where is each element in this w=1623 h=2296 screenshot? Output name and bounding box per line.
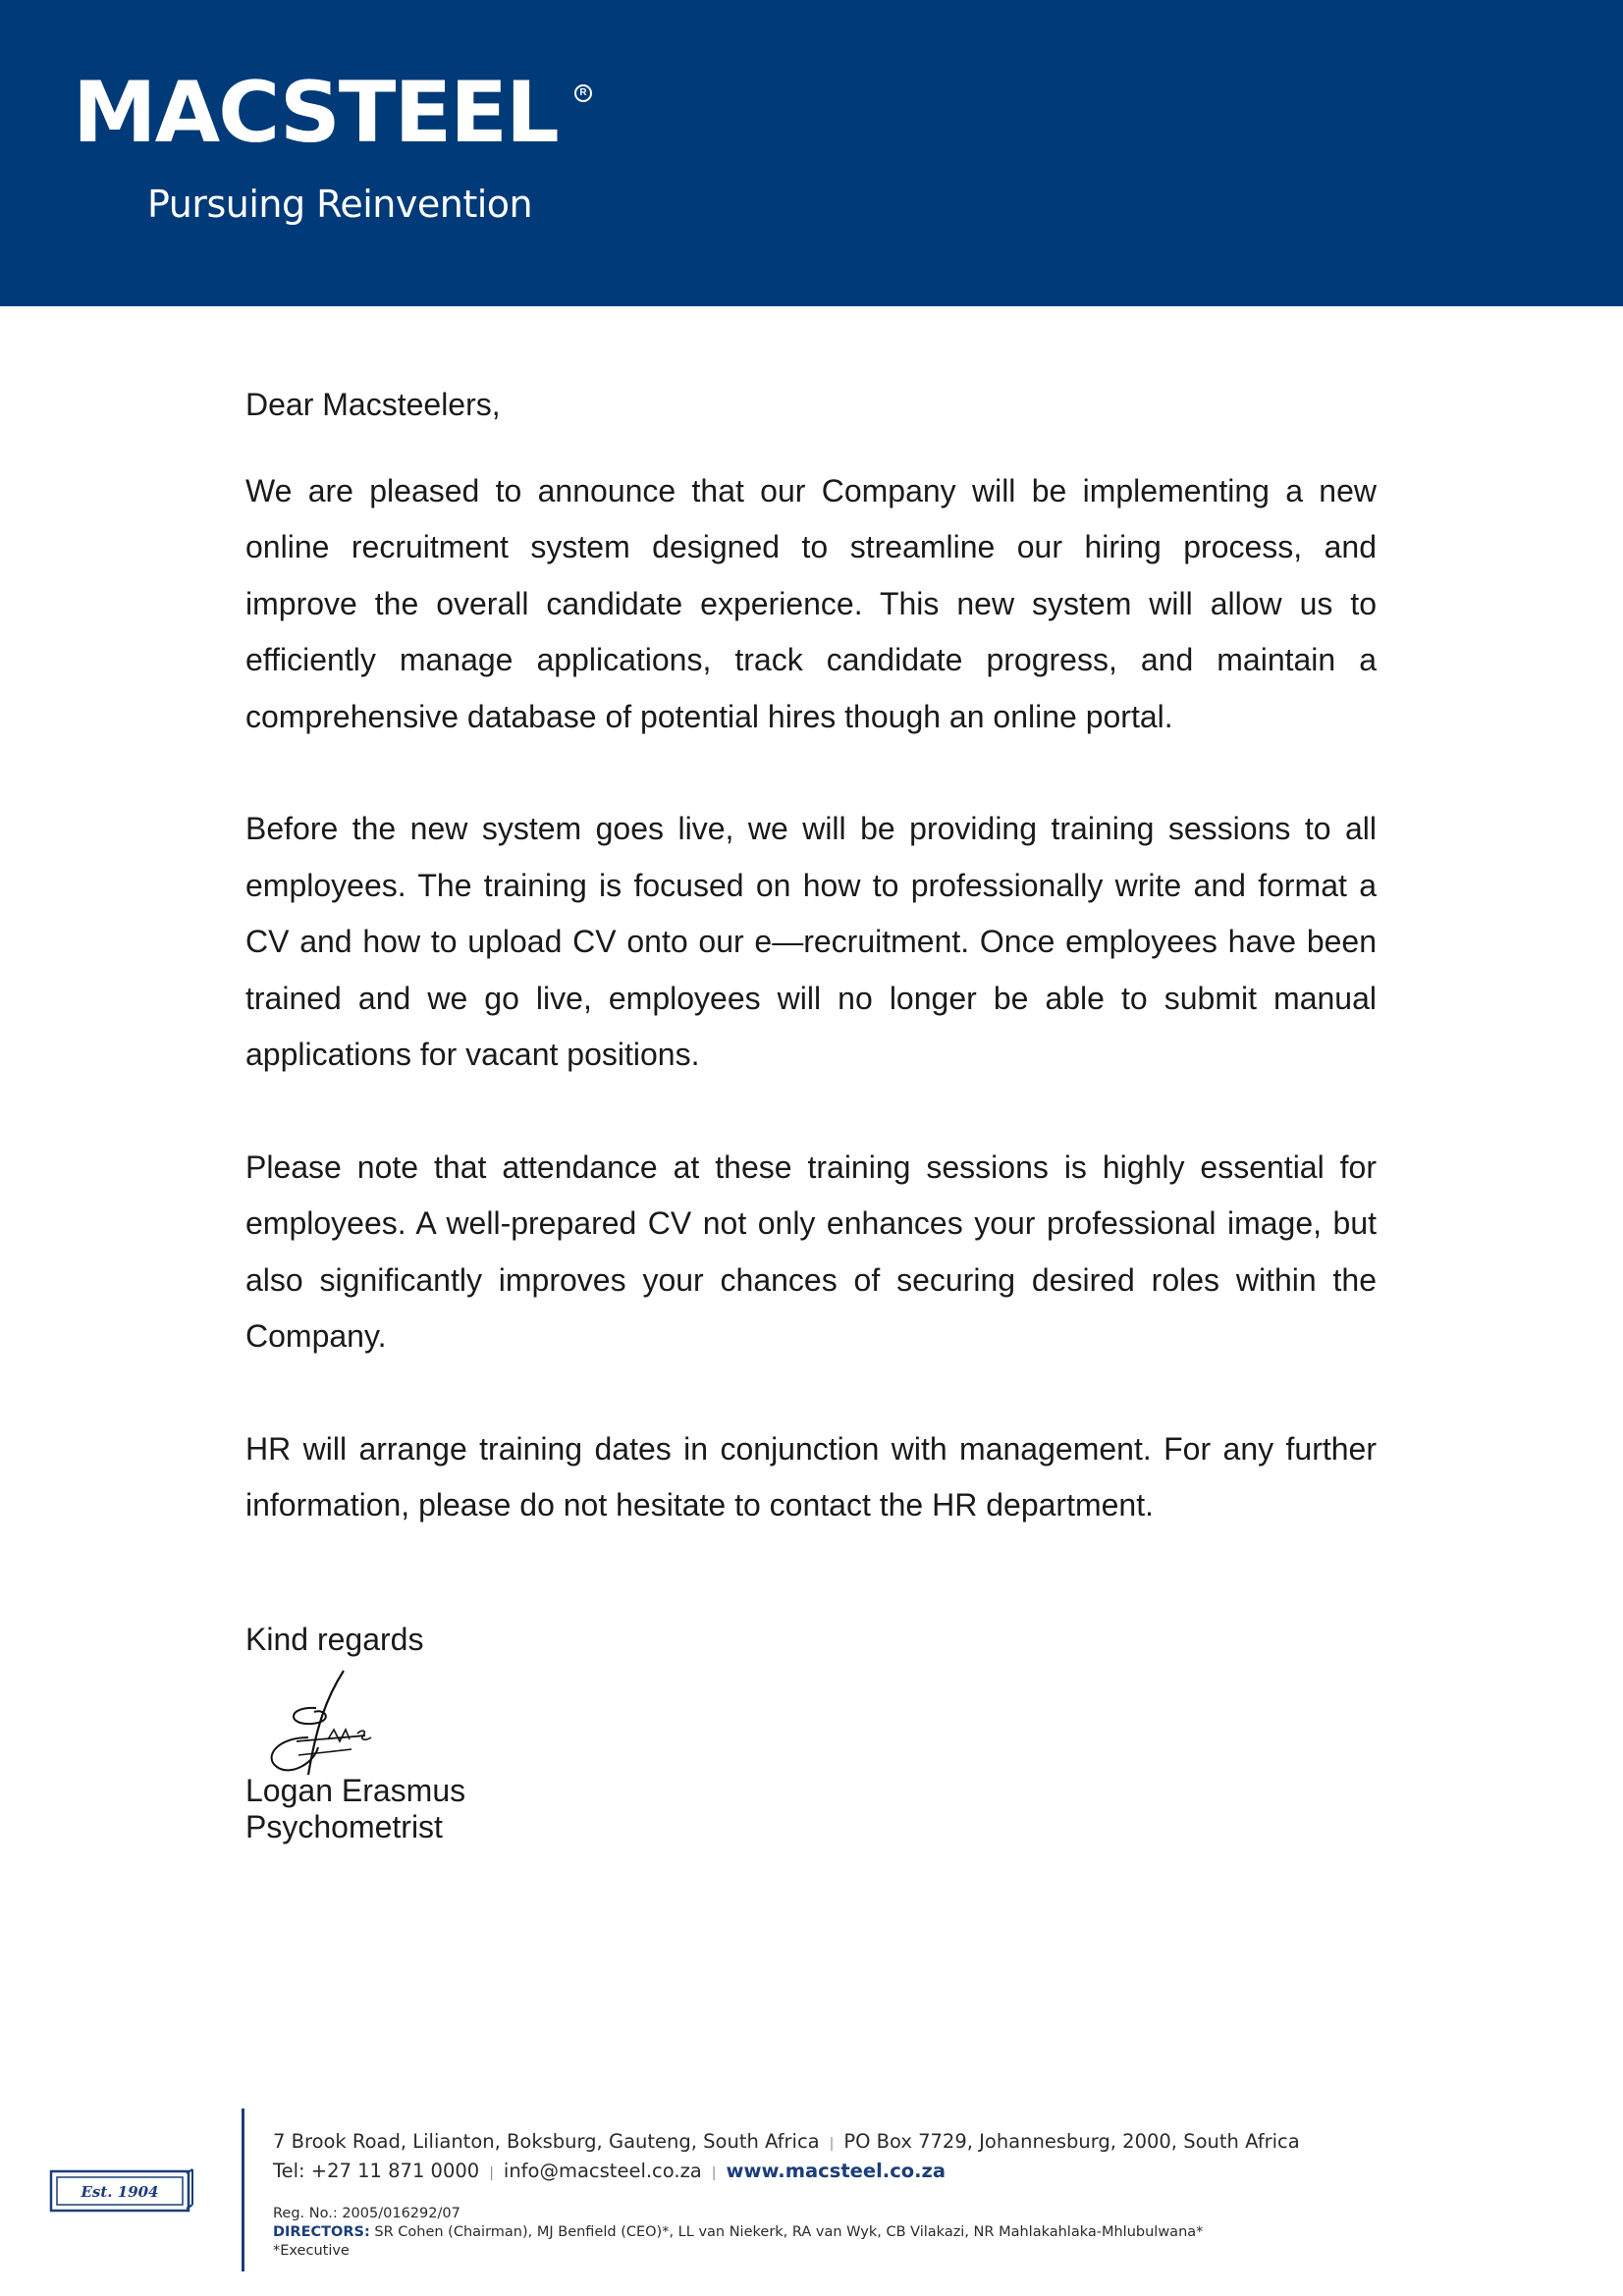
company-tagline: Pursuing Reinvention bbox=[147, 183, 533, 226]
est-1904-seal bbox=[49, 2167, 194, 2215]
letter-paragraph: Please note that attendance at these training sessions is highly essential for employees. A well-prepared CV not only enhances your professional image, but also significantly improves your chances of securing desired roles within the Company. bbox=[245, 1148, 1377, 1354]
separator-icon: | bbox=[711, 2165, 717, 2181]
footer-reg-no: Reg. No.: 2005/016292/07 bbox=[273, 2206, 460, 2221]
footer-email[interactable]: info@macsteel.co.za bbox=[503, 2160, 702, 2182]
letter-paragraph: HR will arrange training dates in conjunction with management. For any further information, please do not hesitate to contact the HR department. bbox=[245, 1430, 1377, 1522]
footer-divider bbox=[242, 2109, 244, 2271]
footer-address: 7 Brook Road, Lilianton, Boksburg, Gauteng, South Africa bbox=[273, 2130, 820, 2153]
footer-directors: SR Cohen (Chairman), MJ Benfield (CEO)*, LL van Niekerk, RA van Wyk, CB Vilakazi, NR Mahlakahlaka-Mhlubulwana* bbox=[374, 2224, 1204, 2240]
seal-text: Est. 1904 bbox=[81, 2183, 159, 2201]
letter-paragraph: Before the new system goes live, we will be providing training sessions to all employees. The training is focused on how to professionally write and format a CV and how to upload CV onto our e—recruitment. Once employees have been trained and we go live, employees will no longer be able to submit manual applications for vacant positions. bbox=[245, 811, 1377, 1072]
letter-body bbox=[245, 377, 1377, 1590]
signer-title: Psychometrist bbox=[245, 1809, 443, 1844]
letter-greeting: Dear Macsteelers, bbox=[245, 387, 501, 422]
separator-icon: | bbox=[489, 2165, 494, 2181]
separator-icon: | bbox=[829, 2136, 835, 2152]
letter-paragraph: We are pleased to announce that our Company will be implementing a new online recruitment system designed to streamline our hiring process, and improve the overall candidate experience. This new system will allow us to efficiently manage applications, track candidate progress, and maintain a comprehensive database of potential hires though an online portal. bbox=[245, 472, 1377, 734]
footer-contact-block bbox=[273, 2128, 1300, 2261]
footer-website-link[interactable]: www.macsteel.co.za bbox=[726, 2160, 947, 2182]
signer-name: Logan Erasmus bbox=[245, 1773, 466, 1808]
company-logo: MACSTEEL bbox=[73, 64, 558, 162]
handwritten-signature bbox=[257, 1669, 414, 1779]
registered-mark-icon: R bbox=[574, 84, 592, 102]
footer-telephone: Tel: +27 11 871 0000 bbox=[273, 2160, 480, 2182]
footer-po-box: PO Box 7729, Johannesburg, 2000, South Africa bbox=[843, 2130, 1300, 2153]
letter-closing: Kind regards bbox=[245, 1622, 424, 1657]
footer-directors-label: DIRECTORS: bbox=[273, 2224, 370, 2240]
signer-block bbox=[245, 1773, 465, 1845]
letterhead-banner bbox=[0, 0, 1623, 306]
footer-executive-note: *Executive bbox=[273, 2243, 350, 2259]
